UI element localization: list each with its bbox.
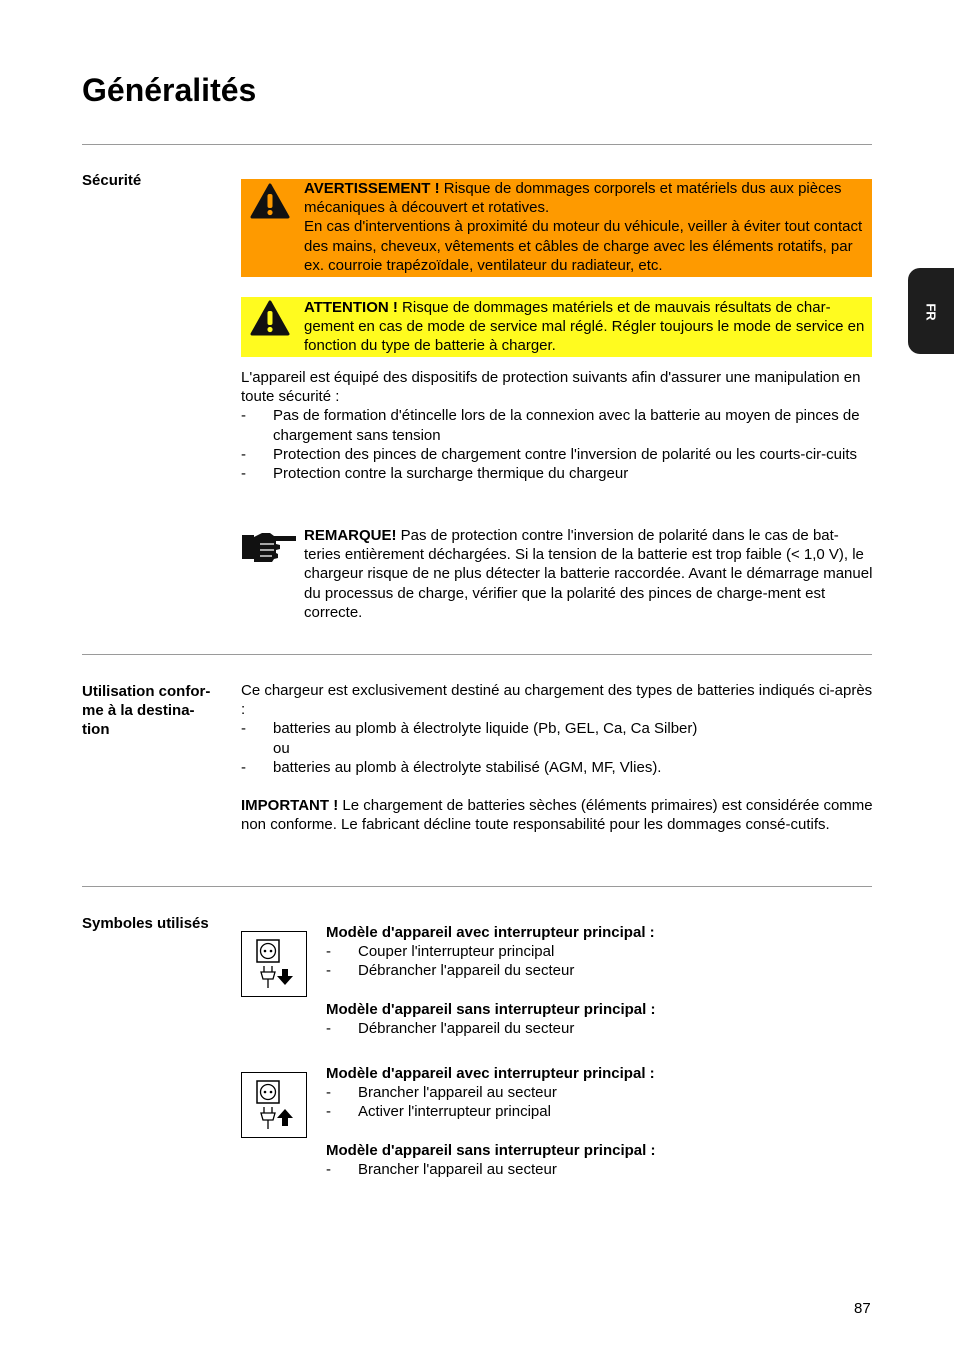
protection-intro: L'appareil est équipé des dispositifs de protection suivants afin d'assurer une manipulation en toute sécurité : — [241, 369, 861, 406]
warning-body-2: En cas d'interventions à proximité du moteur du véhicule, veiller à éviter tout contact des mains, cheveux, vêtements et câbles de charge avec les éléments rotatifs, par ex. courroie trapézoïdale, ventilateur du radiateur, etc. — [304, 218, 863, 274]
group-heading: Modèle d'appareil avec interrupteur principal : — [326, 1065, 655, 1082]
plug-up-icon — [242, 1073, 305, 1136]
utilisation-content — [241, 681, 873, 834]
list-item: - Débrancher l'appareil du secteur — [326, 1019, 575, 1037]
list-item: - Protection des pinces de chargement contre l'inversion de polarité ou les courts-cir-cuits — [241, 445, 857, 463]
list-item: - Pas de formation d'étincelle lors de la connexion avec la batterie au moyen de pinces de chargement sans tension — [241, 407, 860, 444]
section-heading-symboles: Symboles utilisés — [82, 915, 209, 932]
unplug-symbol — [241, 931, 307, 997]
list-item: - Brancher l'appareil au secteur — [326, 1084, 557, 1102]
divider — [82, 886, 872, 887]
list-item: - Protection contre la surcharge thermique du chargeur — [241, 465, 629, 483]
attention-label: ATTENTION ! — [304, 299, 398, 316]
language-tab — [908, 268, 954, 354]
attention-body: Risque de dommages matériels et de mauvais résultats de char-gement en cas de mode de service mal réglé. Régler toujours le mode de service en fonction du type de batterie à charger. — [304, 299, 865, 355]
language-tab-label: FR — [923, 303, 939, 321]
list-item: - Brancher l'appareil au secteur — [326, 1160, 557, 1178]
list-item: - Débrancher l'appareil du secteur — [326, 962, 575, 980]
list-item: - Activer l'interrupteur principal — [326, 1103, 551, 1121]
warning-text — [304, 179, 870, 275]
remarque-body: Pas de protection contre l'inversion de polarité dans le cas de bat-teries entièrement déchargées. Si la tension de la batterie est trop faible (< 1,0 V), le chargeur risque de ne plus détecter la batterie raccordée. Avant le démarrage manuel du processus de charge, vérifier que la polarité des pinces de charge-ment est correcte. — [304, 527, 873, 621]
utilisation-intro: Ce chargeur est exclusivement destiné au chargement des types de batteries indiqués ci-après : — [241, 682, 873, 719]
warning-body: Risque de dommages corporels et matériels dus aux pièces mécaniques à découvert et rotatives. — [304, 180, 842, 217]
group-heading: Modèle d'appareil sans interrupteur principal : — [326, 1141, 656, 1159]
caution-triangle-icon — [250, 300, 290, 336]
attention-box — [241, 297, 872, 357]
plug-down-icon — [242, 932, 305, 995]
section-heading-securite: Sécurité — [82, 172, 142, 189]
important-body: Le chargement de batteries sèches (éléments primaires) est considérée comme non conforme. Le fabricant décline toute responsabilité pour les dommages consé-cutifs. — [241, 797, 873, 834]
remarque-text — [304, 526, 874, 622]
remarque-label: REMARQUE! — [304, 527, 397, 544]
divider — [82, 654, 872, 655]
section-heading-utilisation: Utilisation confor-me à la destina-tion — [82, 683, 211, 738]
list-item: - Couper l'interrupteur principal — [326, 943, 555, 961]
plug-in-symbol — [241, 1072, 307, 1138]
group-heading: Modèle d'appareil sans interrupteur principal : — [326, 1000, 656, 1018]
warning-triangle-icon — [250, 183, 290, 219]
or-text: ou — [273, 739, 290, 757]
divider — [82, 144, 872, 145]
pointing-hand-icon — [240, 531, 298, 563]
symbol-group-1 — [326, 923, 866, 1038]
list-item: - batteries au plomb à électrolyte stabilisé (AGM, MF, Vlies). — [241, 758, 662, 776]
protection-list — [241, 368, 873, 483]
important-label: IMPORTANT ! — [241, 797, 339, 815]
list-item: - batteries au plomb à électrolyte liquide (Pb, GEL, Ca, Ca Silber) — [241, 720, 698, 738]
page-title: Généralités — [82, 72, 257, 108]
warning-box — [241, 179, 872, 277]
warning-label: AVERTISSEMENT ! — [304, 180, 440, 197]
page-number: 87 — [854, 1300, 871, 1317]
attention-text — [304, 298, 870, 356]
important-note — [241, 796, 873, 834]
symbol-group-2 — [326, 1064, 866, 1179]
group-heading: Modèle d'appareil avec interrupteur principal : — [326, 924, 655, 941]
